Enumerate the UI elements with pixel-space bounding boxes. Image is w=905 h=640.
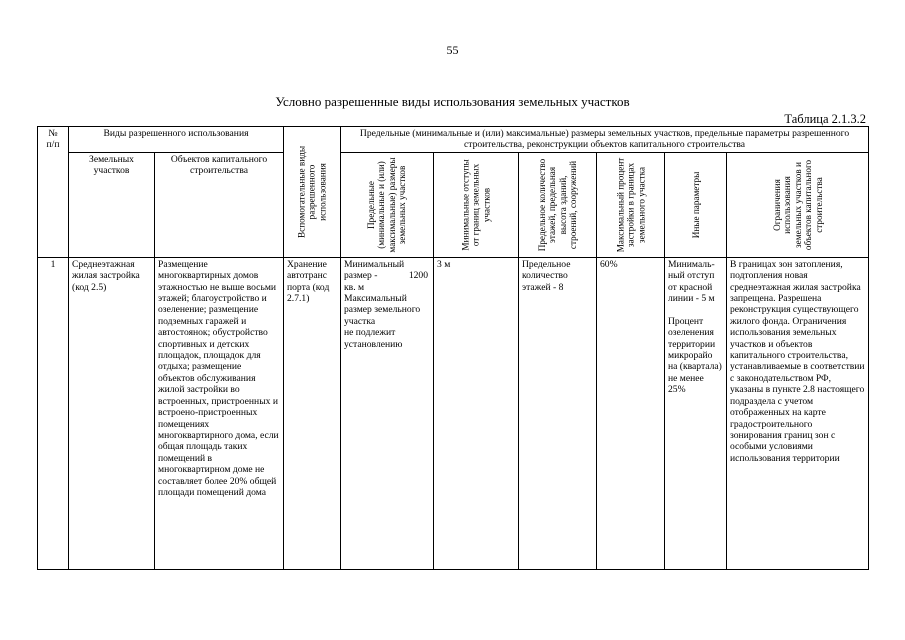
cell-capital-objects: Размещение многоквартирных домов этажностью не выше восьми этажей; благоустройство и озеленение; размещение подземных гаражей и автостоянок; обустройство спортивных и детских площадок, площадок для отдыха; размещение объектов обслуживания жилой застройки во встроенных, пристроенных и встроено-пристроенных помещениях многоквартирного дома, если общая площадь таких помещений в многоквартирном доме не составляет более 20% общей площади помещений дома <box>155 257 284 569</box>
header-other-text: Иные параметры <box>690 171 701 239</box>
header-restrictions-text: Ограничения использования земельных участков и объектов капитального строительства <box>771 159 824 250</box>
table-label: Таблица 2.1.3.2 <box>784 112 866 126</box>
page-number: 55 <box>446 43 459 57</box>
cell-num: 1 <box>38 257 69 569</box>
cell-coverage: 60% <box>597 257 665 569</box>
land-use-table <box>37 126 869 570</box>
table-row <box>38 257 869 569</box>
header-capital-objects: Объектов капитального строительства <box>155 152 284 257</box>
cell-plot-sizes <box>341 257 434 569</box>
header-floors <box>519 152 597 257</box>
header-num: № п/п <box>38 127 69 258</box>
header-limits: Предельные (минимальные и (или) максимальные) размеры земельных участков, предельные параметры разрешенного строительства, реконструкции объектов капитального строительства <box>341 127 869 153</box>
header-setbacks-text: Минимальные отступы от границ земельных участков <box>460 159 492 251</box>
cell-other: Минималь-ный отступ от красной линии - 5 м Процент озеленения территории микрорайо на (квартала) не менее 25% <box>665 257 727 569</box>
header-auxiliary <box>284 127 341 258</box>
plot-sizes-line2 <box>344 270 430 281</box>
header-plot-sizes <box>341 152 434 257</box>
table-title: Условно разрешенные виды использования земельных участков <box>275 94 630 109</box>
header-other <box>665 152 727 257</box>
plot-sizes-rest: кв. м Максимальный размер земельного участка не подлежит установлению <box>344 281 421 350</box>
header-land-plots: Земельных участков <box>69 152 155 257</box>
header-use-types: Виды разрешенного использования <box>69 127 284 153</box>
header-plot-sizes-text: Предельные (минимальные и (или) максимальные) размеры земельных участков <box>366 157 408 253</box>
header-restrictions <box>727 152 869 257</box>
cell-setbacks: 3 м <box>434 257 519 569</box>
header-coverage-text: Максимальный процент застройки в границах земельного участка <box>614 157 646 253</box>
header-auxiliary-text: Вспомогательные виды разрешенного использования <box>296 145 328 238</box>
header-floors-text: Предельное количество этажей, предельная высота зданий, строений, сооружений <box>536 158 578 252</box>
cell-restrictions: В границах зон затопления, подтопления новая среднеэтажная жилая застройка запрещена. Разрешена реконструкция существующего жилого фонда. Ограничения использования земельных участков и объектов капитального строительства, устанавливаемые в соответствии с законодательством РФ, указаны в пункте 2.8 настоящего подраздела с учетом отображенных на карте градостроительного зонирования границ зон с особыми условиями использования территории <box>727 257 869 569</box>
cell-auxiliary: Хранение автотранс порта (код 2.7.1) <box>284 257 341 569</box>
plot-sizes-line1: Минимальный <box>344 258 405 270</box>
plot-sizes-label: размер - <box>344 270 378 282</box>
cell-floors: Предельное количество этажей - 8 <box>519 257 597 569</box>
plot-sizes-value: 1200 <box>408 270 428 282</box>
cell-land-plots: Среднеэтажная жилая застройка (код 2.5) <box>69 257 155 569</box>
header-setbacks <box>434 152 519 257</box>
header-coverage <box>597 152 665 257</box>
